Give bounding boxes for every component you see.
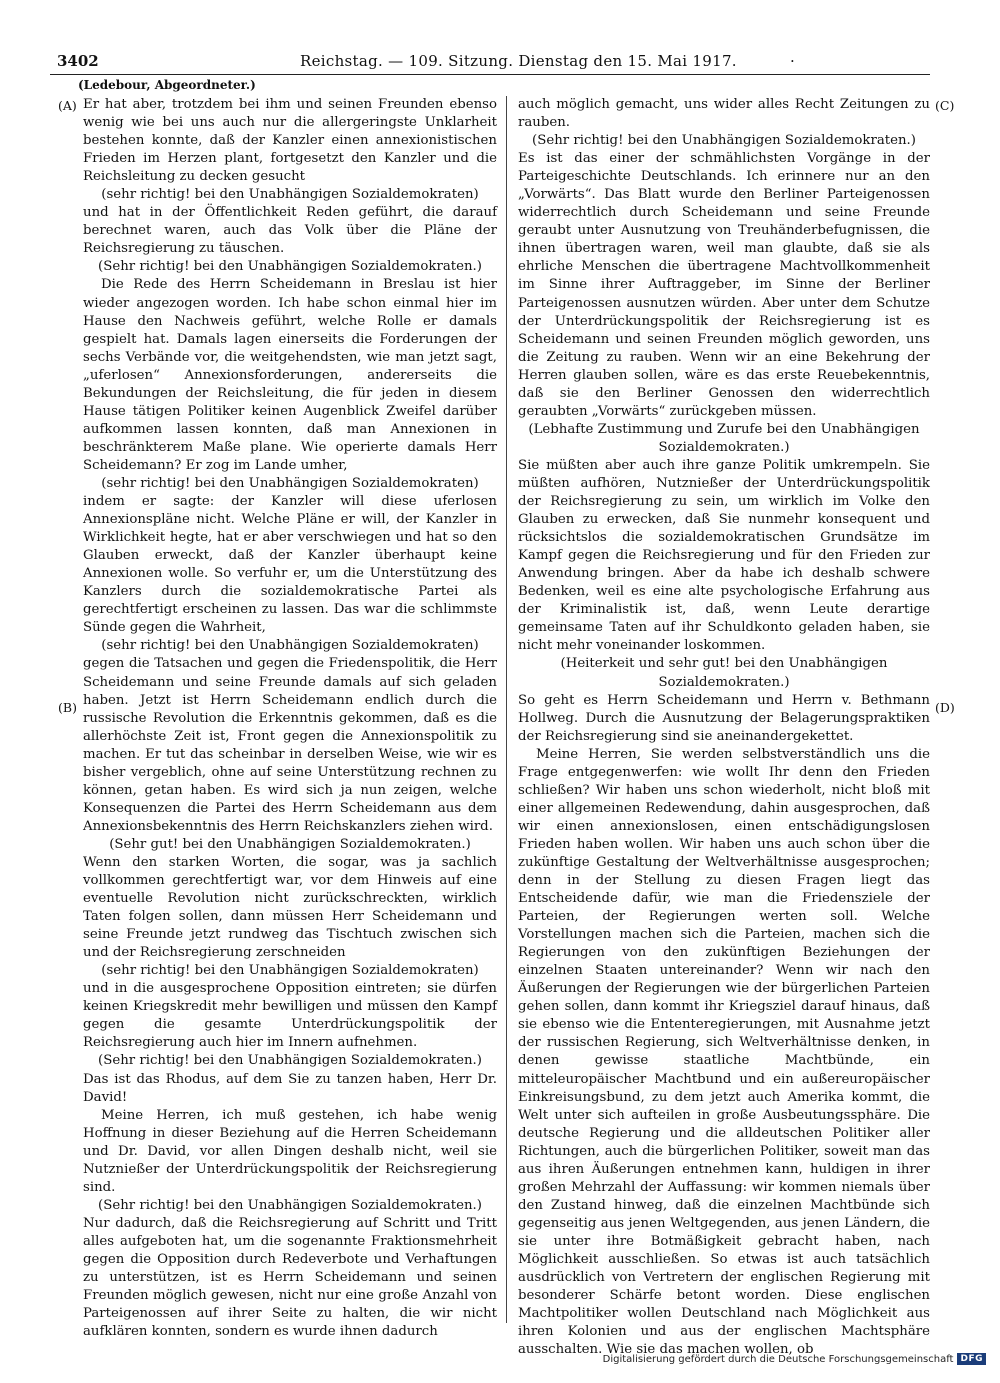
interjection: (Sehr richtig! bei den Unabhängigen Sozialdemokraten.) (98, 259, 482, 275)
page-number: 3402 (57, 52, 99, 70)
interjection: (sehr richtig! bei den Unabhängigen Sozialdemokraten) (101, 475, 479, 491)
paragraph: gegen die Tatsachen und gegen die Friedenspolitik, die Herr Scheidemann und seine Freunde damals auf sich geladen haben. Jetzt ist Herrn Scheidemann endlich durch die russische Revolution die Erkenntnis gekommen, daß es die allerhöchste Zeit ist, Front gegen die Annexionspolitik zu machen. Er tut das scheinbar in derselben Weise, wie wir es bisher vergeblich, ohne auf seine Unterstützung rechnen zu können, getan haben. Es wird sich ja nun zeigen, welche Konsequenzen die Partei des Herrn Scheidemann aus dem Annexionsbekenntnis des Herrn Reichskanzlers ziehen wird. (83, 656, 497, 834)
interjection: (Sehr richtig! bei den Unabhängigen Sozialdemokraten.) (98, 1053, 482, 1069)
interjection: (Lebhafte Zustimmung und Zurufe bei den Unabhängigen Sozialdemokraten.) (528, 421, 920, 455)
paragraph: auch möglich gemacht, uns wider alles Recht Zeitungen zu rauben. (518, 97, 930, 131)
paragraph: Es ist das einer der schmählichsten Vorgänge in der Parteigeschichte Deutschlands. Ich erinnere nur an den „Vorwärts“. Das Blatt wurde den Berliner Parteigenossen widerrechtlich durch Scheidemann und seine Freunde geraubt unter Ausnutzung von Treuhänderbefugnissen, die ihnen übertragen waren, weil man glaubte, daß sie als ehrliche Menschen die übertragene Machtvollkommenheit im Sinne ihrer Auftraggeber, im Sinne der Berliner Parteigenossen ausnutzen würden. Aber unter dem Schutze der Unterdrückungspolitik der Reichsregierung ist es Scheidemann und seinen Freunden möglich geworden, uns die Zeitung zu rauben. Wenn wir an eine Bekehrung der Herren glauben sollen, wäre es das erste Reuebekenntnis, daß sie den Berliner Genossen den widerrechtlich geraubten „Vorwärts“ zurückgeben müssen. (518, 151, 930, 419)
interjection: (Sehr gut! bei den Unabhängigen Sozialdemokraten.) (109, 836, 471, 852)
right-column (518, 96, 930, 1359)
paragraph: indem er sagte: der Kanzler will diese uferlosen Annexionspläne nicht. Welche Pläne er will, der Kanzler in Wirklichkeit hegte, hat er aber verschwiegen und hat so den Glauben erweckt, daß der Kanzler überhaupt keine Annexionen wolle. So verfuhr er, um die Unterstützung des Kanzlers durch die sozialdemokratische Partei als gerechtfertigt erscheinen zu lassen. Das war die schlimmste Sünde gegen die Wahrheit, (83, 494, 497, 636)
paragraph: Wenn den starken Worten, die sogar, was ja sachlich vollkommen gerechtfertigt war, vor dem Hinweis auf eine eventuelle Revolution nicht zurückschreckten, wirklich Taten folgen sollen, dann müssen Herr Scheidemann und seine Freunde jetzt rundweg das Tischtuch zwischen sich und der Reichsregierung zerschneiden (83, 854, 497, 961)
footer-credit (603, 1353, 986, 1365)
footer-text: Digitalisierung gefördert durch die Deutsche Forschungsgemeinschaft (602, 1353, 954, 1365)
paragraph: Sie müßten aber auch ihre ganze Politik umkrempeln. Sie müßten aufhören, Nutznießer der Unterdrückungspolitik der Reichsregierung zu sein, um wirklich im Volke den Glauben zu erwecken, daß Sie nunmehr konsequent und rücksichtslos die sozialdemokratischen Grundsätze im Kampf gegen die Reichsregierung und für den Frieden zur Anwendung bringen. Aber da habe ich deshalb schwere Bedenken, weil es eine alte psychologische Erfahrung aus der Kriminalistik ist, daß, wenn Leute derartige gemeinsame Taten auf ihr Schuldkonto geladen haben, sie nicht mehr voneinander loskommen. (518, 457, 930, 654)
header-title: Reichstag. — 109. Sitzung. Dienstag den 15. Mai 1917. (300, 52, 737, 70)
dfg-logo: DFG (957, 1353, 986, 1365)
paragraph: Meine Herren, ich muß gestehen, ich habe wenig Hoffnung in dieser Beziehung auf die Herren Scheidemann und Dr. David, vor allen Dingen deshalb nicht, weil sie Nutznießer der Unterdrückungspolitik der Reichsregierung sind. (83, 1107, 497, 1195)
interjection: (Heiterkeit und sehr gut! bei den Unabhängigen Sozialdemokraten.) (560, 656, 888, 690)
header-dot: · (790, 52, 795, 70)
paragraph: und in die ausgesprochene Opposition eintreten; sie dürfen keinen Kriegskredit mehr bewilligen und müssen den Kampf gegen die gesamte Unterdrückungspolitik der Reichsregierung auch hier im Innern aufnehmen. (83, 981, 497, 1051)
paragraph: Meine Herren, Sie werden selbstverständlich uns die Frage entgegenwerfen: wie wollt Ihr denn den Frieden schließen? Wir haben uns schon wiederholt, nicht bloß mit einer allgemeinen Redewendung, dahin ausgesprochen, daß wir einen annexionslosen, einen entschädigungslosen Frieden haben wollen. Wir haben uns auch schon über die zukünftige Gestaltung der Weltverhältnisse ausgesprochen; denn in der Stellung zu diesen Fragen liegt das Entscheidende dafür, wie man die Friedensziele der Parteien, der Regierungen werten soll. Welche Vorstellungen machen sich die Parteien, machen sich die Regierungen von den zukünftigen Beziehungen der einzelnen Staaten untereinander? Wenn wir nach den Äußerungen der Regierungen wie der bürgerlichen Parteien gehen sollen, dann kommt ihr Kriegsziel darauf hinaus, daß sie ebenso wie die Ententeregierungen, mit Ausnahme jetzt der russischen Regierung, sich Weltverhältnisse denken, in denen gewisse staatliche Machtbünde, ein mitteleuropäischer Machtbund und ein außereuropäischer Einkreisungsbund, zu dem jetzt auch Amerika kommt, die Welt unter sich aufteilen in große Ausbeutungssphäre. Die deutsche Regierung und die alldeutschen Politiker aller Richtungen, auch die bürgerlichen Politiker, soweit man das aus ihren Äußerungen entnehmen kann, huldigen in ihrer großen Mehrzahl der Auffassung: wir kommen niemals über den Zustand hinweg, daß die einzelnen Machtbünde sich gegenseitig aus jenen Weltgegenden, aus jenen Ländern, die sie unter ihre Botmäßigkeit gebracht haben, nach Möglichkeit ausschließen. So etwas ist auch tatsächlich ausdrücklich von Vertretern der englischen Regierung mit besonderer Schärfe betont worden. Diese englischen Machtpolitiker wollen Deutschland nach Möglichkeit aus ihren Kolonien und aus der englischen Machtsphäre ausschalten. Wie sie das machen wollen, ob (518, 746, 930, 1358)
interjection: (Sehr richtig! bei den Unabhängigen Sozialdemokraten.) (98, 1197, 482, 1213)
column-divider (506, 96, 507, 1323)
paragraph: Nur dadurch, daß die Reichsregierung auf Schritt und Tritt alles aufgeboten hat, um die sogenannte Fraktionsmehrheit gegen die Opposition durch Redeverbote und Verhaftungen zu unterstützen, ist es Herrn Scheidemann und seinen Freunden möglich gewesen, nicht nur eine große Anzahl von Parteigenossen auf ihrer Seite zu halten, die wir nicht aufklären konnten, sondern es wurde ihnen dadurch (83, 1215, 497, 1340)
margin-marker-a: (A) (58, 98, 77, 113)
interjection: (Sehr richtig! bei den Unabhängigen Sozialdemokraten.) (532, 133, 916, 149)
margin-marker-d: (D) (935, 700, 955, 715)
paragraph: So geht es Herrn Scheidemann und Herrn v. Bethmann Hollweg. Durch die Ausnutzung der Belagerungspraktiken der Reichsregierung sind sie aneinandergekettet. (518, 692, 930, 744)
margin-marker-b: (B) (58, 700, 77, 715)
left-column (83, 96, 497, 1341)
paragraph: Die Rede des Herrn Scheidemann in Breslau ist hier wieder angezogen worden. Ich habe schon einmal hier im Hause den Nachweis geführt, welche Rolle er damals gespielt hat. Damals lagen einerseits die Forderungen der sechs Verbände vor, die weitgehendsten, wie man jetzt sagt, „uferlosen“ Annexionsforderungen, andererseits die Bekundungen der Reichsleitung, die für jeden in diesem Hause tätigen Politiker keinen Augenblick Zweifel darüber aufkommen lassen konnten, daß man Annexionen in beschränkterem Maße plane. Wie operierte damals Herr Scheidemann? Er zog im Lande umher, (83, 277, 497, 473)
interjection: (sehr richtig! bei den Unabhängigen Sozialdemokraten) (101, 963, 479, 979)
paragraph: Das ist das Rhodus, auf dem Sie zu tanzen haben, Herr Dr. David! (83, 1071, 497, 1105)
interjection: (sehr richtig! bei den Unabhängigen Sozialdemokraten) (101, 638, 479, 654)
paragraph: und hat in der Öffentlichkeit Reden geführt, die darauf berechnet waren, auch das Volk über die Pläne der Reichsregierung zu täuschen. (83, 205, 497, 257)
margin-marker-c: (C) (935, 98, 955, 113)
page-header (50, 50, 930, 75)
interjection: (sehr richtig! bei den Unabhängigen Sozialdemokraten) (101, 187, 479, 203)
paragraph: Er hat aber, trotzdem bei ihm und seinen Freunden ebenso wenig wie bei uns auch nur die allergeringste Unklarheit bestehen konnte, daß der Kanzler einen annexionistischen Frieden im Herzen plant, fortgesetzt den Kanzler und die Reichsleitung zu decken gesucht (83, 97, 497, 185)
speaker-label: (Ledebour, Abgeordneter.) (78, 78, 256, 92)
